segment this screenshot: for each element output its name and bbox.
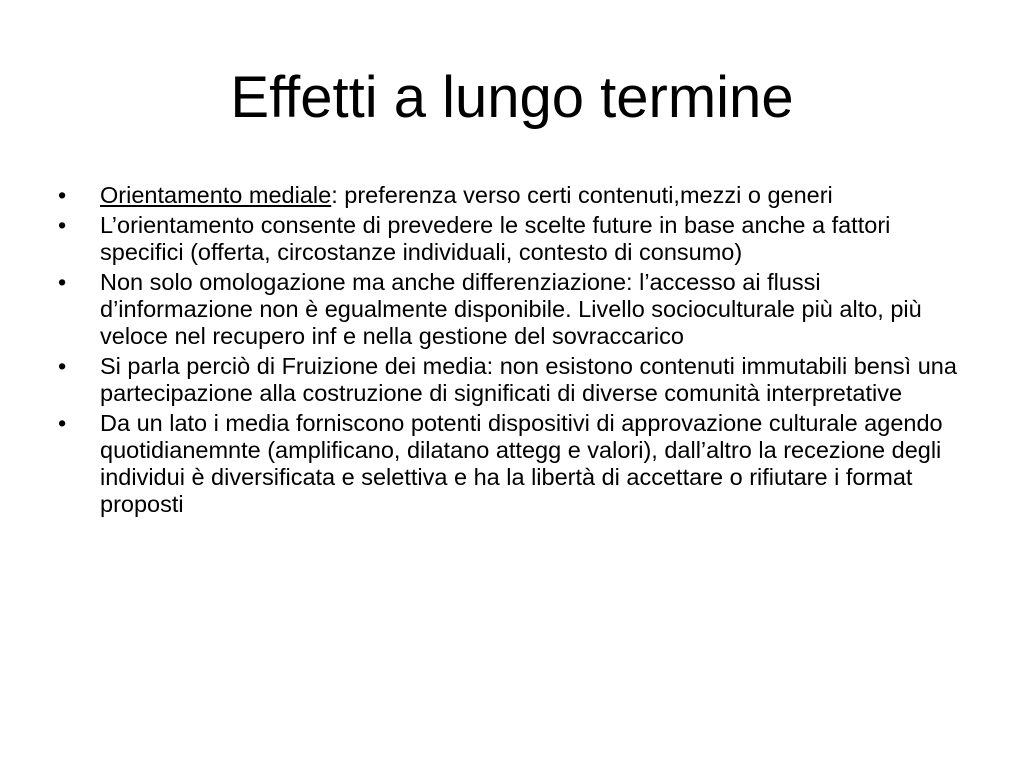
bullet-item-previsione	[58, 212, 968, 266]
bullet-list	[58, 182, 968, 521]
bullet-item-fruizione	[58, 353, 968, 407]
bullet-text: : preferenza verso certi contenuti,mezzi o generi	[331, 182, 833, 208]
bullet-text: L’orientamento consente di prevedere le scelte future in base anche a fattori specifici (offerta, circostanze individuali, contesto di consumo)	[100, 212, 891, 265]
bullet-item-orientamento	[58, 182, 968, 209]
bullet-term: Orientamento mediale	[100, 182, 332, 208]
bullet-text: Non solo omologazione ma anche differenziazione: l’accesso ai flussi d’informazione non è egualmente disponibile. Livello socioculturale più alto, più veloce nel recupero inf e nella gestione del sovraccarico	[100, 269, 922, 349]
bullet-dot-icon: •	[58, 269, 67, 295]
bullet-dot-icon: •	[58, 182, 67, 208]
bullet-dot-icon: •	[58, 353, 67, 379]
bullet-dot-icon: •	[58, 410, 67, 436]
bullet-text: Da un lato i media forniscono potenti dispositivi di approvazione culturale agendo quotidianemnte (amplificano, dilatano attegg e valori), dall’altro la recezione degli individui è diversificata e selettiva e ha la libertà di accettare o rifiutare i format proposti	[100, 410, 943, 517]
bullet-text: Si parla perciò di Fruizione dei media: non esistono contenuti immutabili bensì una partecipazione alla costruzione di significati di diverse comunità interpretative	[100, 353, 957, 406]
bullet-item-approvazione	[58, 410, 968, 518]
bullet-dot-icon: •	[58, 212, 67, 238]
slide-title: Effetti a lungo termine	[230, 65, 794, 130]
bullet-item-differenziazione	[58, 269, 968, 350]
